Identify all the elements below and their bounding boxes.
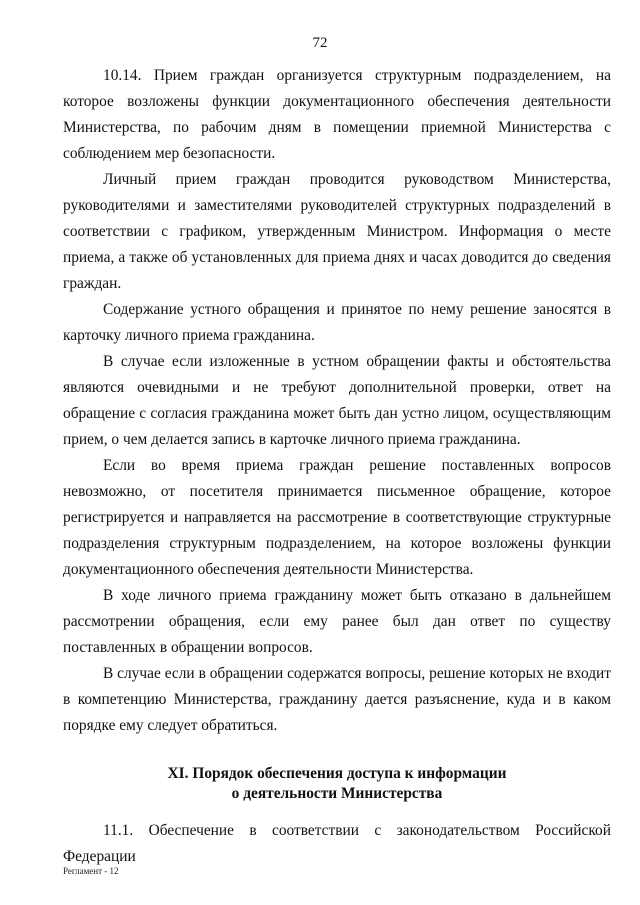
paragraph-outside-competence: В случае если в обращении содержатся вопросы, решение которых не входит в компетенцию Министерства, гражданину дается разъяснение, куда и в каком порядке ему следует обратиться. (63, 665, 611, 734)
document-body (63, 63, 611, 870)
paragraph-10-14: 10.14. Прием граждан организуется структурным подразделением, на которое возложены функции документационного обеспечения деятельности Министерства, по рабочим дням в помещении приемной Министерства с соблюдением мер безопасности. (63, 67, 611, 162)
paragraph-written-appeal: Если во время приема граждан решение поставленных вопросов невозможно, от посетителя принимается письменное обращение, которое регистрируется и направляется на рассмотрение в соответствующие структурные подразделения структурным подразделением, на которое возложены функции документационного обеспечения деятельности Министерства. (63, 457, 611, 578)
section-heading-line-1: XI. Порядок обеспечения доступа к информации (167, 765, 507, 782)
paragraph-oral-answer: В случае если изложенные в устном обращении факты и обстоятельства являются очевидными и не требуют дополнительной проверки, ответ на обращение с согласия гражданина может быть дан устно лицом, осуществляющим прием, о чем делается запись в карточке личного приема гражданина. (63, 353, 611, 448)
paragraph-refusal: В ходе личного приема гражданину может быть отказано в дальнейшем рассмотрении обращения, если ему ранее был дан ответ по существу поставленных в обращении вопросов. (63, 587, 611, 656)
section-heading (63, 764, 611, 804)
section-heading-line-2: о деятельности Министерства (231, 785, 443, 802)
page-number: 72 (312, 35, 328, 51)
paragraph-personal-reception: Личный прием граждан проводится руководством Министерства, руководителями и заместителями руководителей структурных подразделений в соответствии с графиком, утвержденным Министром. Информация о месте приема, а также об установленных для приема днях и часах доводится до сведения граждан. (63, 171, 611, 292)
paragraph-11-1: 11.1. Обеспечение в соответствии с законодательством Российской Федерации (63, 822, 611, 865)
page-footer: Регламент - 12 (63, 866, 119, 876)
paragraph-oral-appeal-record: Содержание устного обращения и принятое по нему решение заносятся в карточку личного приема гражданина. (63, 301, 611, 344)
